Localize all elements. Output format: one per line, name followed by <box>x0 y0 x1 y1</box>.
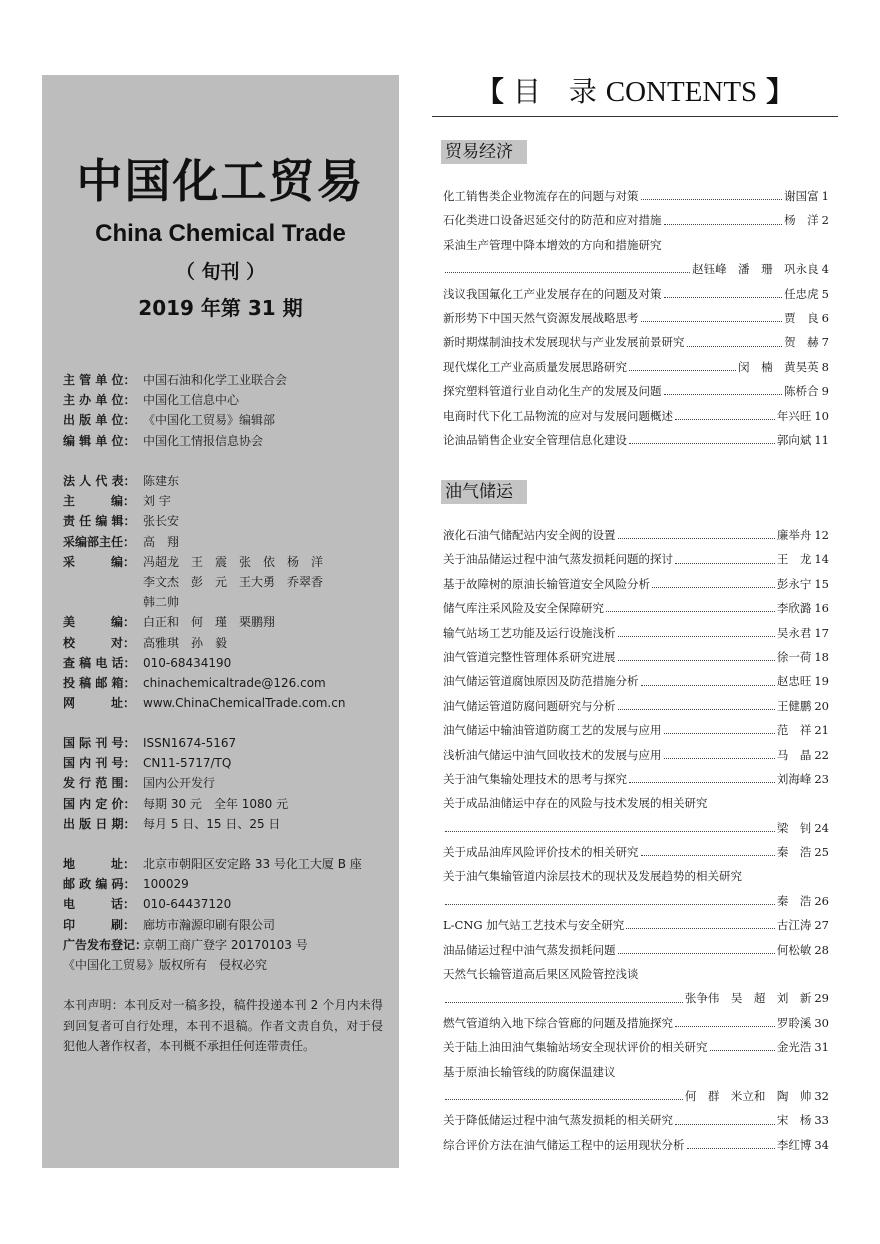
info-value: 010-68434190 <box>143 655 232 670</box>
toc-entry-page: 26 <box>814 893 829 908</box>
info-label <box>63 592 143 612</box>
toc-entry <box>443 938 829 962</box>
info-row <box>63 955 393 975</box>
toc-entry-page: 16 <box>814 601 829 616</box>
contents-header <box>432 72 838 116</box>
toc-entry <box>443 306 829 330</box>
toc-entry <box>443 986 829 1010</box>
dot-leader <box>618 537 775 539</box>
toc-entry <box>443 404 829 428</box>
toc-entry-author: 王健鹏 <box>776 698 812 713</box>
info-value: chinachemicaltrade@126.com <box>143 675 326 690</box>
toc-entry-title: 关于成品油储运中存在的风险与技术发展的相关研究 <box>443 796 708 811</box>
dot-leader <box>618 659 775 661</box>
dot-leader <box>675 562 775 564</box>
toc-entry-author: 彭永宁 <box>776 576 812 591</box>
toc-entry-page: 30 <box>814 1015 829 1030</box>
toc-entry-page: 17 <box>814 625 829 640</box>
toc-entry <box>443 428 829 452</box>
toc-entry-page: 19 <box>814 674 829 689</box>
info-label: 国 内 刊 号： <box>63 756 136 771</box>
info-label: 主 办 单 位： <box>63 393 136 408</box>
info-row <box>63 612 393 632</box>
toc-entry-author: 吴永君 <box>776 625 812 640</box>
toc-entry-author: 马 晶 <box>776 747 812 762</box>
toc-entry-page: 23 <box>814 771 829 786</box>
info-value: 国内公开发行 <box>143 776 216 791</box>
toc-entry-title: 论油品销售企业安全管理信息化建设 <box>443 432 627 447</box>
info-label <box>63 572 143 592</box>
toc-entry-author: 陈桥合 <box>784 384 819 399</box>
info-label: 采编部主任： <box>63 534 136 549</box>
info-value: 韩二帅 <box>143 595 180 610</box>
toc-entry-page: 4 <box>821 262 829 277</box>
info-row <box>63 572 393 592</box>
toc-entry <box>443 669 829 693</box>
toc-entry <box>443 889 829 913</box>
info-label: 出 版 日 期： <box>63 816 136 831</box>
info-value: 张长安 <box>143 514 180 529</box>
toc-entry-title: 燃气管道纳入地下综合管廊的问题及措施探究 <box>443 1015 673 1030</box>
toc-entry-author: 郭向斌 <box>776 432 812 447</box>
toc-entry-title: 关于降低储运过程中油气蒸发损耗的相关研究 <box>443 1113 673 1128</box>
toc-entry-page: 6 <box>821 310 829 325</box>
section-title-trade-economy: 贸易经济 <box>441 140 527 164</box>
dot-leader <box>629 442 775 444</box>
toc-entry-title: 采油生产管理中降本增效的方向和措施研究 <box>443 237 662 252</box>
journal-info-panel <box>42 75 399 1168</box>
info-label: 美 编： <box>63 615 136 630</box>
toc-entry <box>443 840 829 864</box>
toc-entry-page: 15 <box>814 576 829 591</box>
info-row <box>63 935 393 955</box>
toc-entry-title: 液化石油气储配站内安全阀的设置 <box>443 528 616 542</box>
toc-entry-title: 油气储运中输油管道防腐工艺的发展与应用 <box>443 723 662 738</box>
dot-leader <box>445 1098 683 1100</box>
toc-entry-page: 5 <box>821 286 829 301</box>
toc-entry-author: 闵 楠 黄昊英 <box>738 359 819 374</box>
info-value: 中国化工信息中心 <box>143 393 240 408</box>
toc-entry-title: 新时期煤制油技术发展现状与产业发展前景研究 <box>443 335 685 350</box>
toc-entry <box>443 767 829 791</box>
toc-entry <box>443 184 829 208</box>
dot-leader <box>675 418 775 420</box>
toc-entry-author: 何松敏 <box>776 942 812 957</box>
dot-leader <box>664 732 775 734</box>
toc-entry-page: 24 <box>814 820 829 835</box>
toc-list-oil-gas-storage <box>443 523 829 1157</box>
info-value: 高雅琪 孙 毅 <box>143 635 228 650</box>
toc-entry-title: 探究塑料管道行业自动化生产的发展及问题 <box>443 384 662 399</box>
toc-entry-title: 综合评价方法在油气储运工程中的运用现状分析 <box>443 1137 685 1152</box>
toc-entry-author: 范 祥 <box>776 723 812 738</box>
contents-title-cn: 目 录 <box>512 75 597 108</box>
contents-divider <box>432 116 838 117</box>
info-row <box>63 592 393 612</box>
toc-entry-author: 李欣潞 <box>776 601 812 616</box>
toc-entry-page: 32 <box>814 1088 829 1103</box>
toc-entry-page: 8 <box>821 359 829 374</box>
info-label: 网 址： <box>63 696 136 711</box>
info-label: 校 对： <box>63 635 136 650</box>
toc-entry <box>443 208 829 232</box>
info-label: 国 内 定 价： <box>63 796 136 811</box>
info-value: 冯超龙 王 震 张 依 杨 洋 <box>143 554 324 569</box>
toc-entry <box>443 718 829 742</box>
dot-leader <box>675 1123 775 1125</box>
toc-entry-page: 27 <box>814 918 829 933</box>
info-value: 北京市朝阳区安定路 33 号化工大厦 B 座 <box>143 857 362 871</box>
info-row <box>63 773 393 793</box>
toc-entry-author: 谢国富 <box>784 189 819 203</box>
toc-entry-author: 赵钰峰 潘 珊 巩永良 <box>692 262 819 277</box>
toc-entry-author: 张争伟 吴 超 刘 新 <box>684 991 812 1006</box>
info-value: 010-64437120 <box>143 897 232 912</box>
info-value <box>267 955 393 975</box>
toc-entry-title: 石化类进口设备迟延交付的防范和应对措施 <box>443 213 662 228</box>
info-label: 电 话： <box>63 897 136 912</box>
toc-entry-page: 25 <box>814 845 829 860</box>
info-row <box>63 794 393 814</box>
dot-leader <box>629 781 775 783</box>
toc-entry-page: 22 <box>814 747 829 762</box>
toc-entry-title: 基于原油长输管线的防腐保温建议 <box>443 1064 616 1079</box>
dot-leader <box>445 903 775 905</box>
info-value: 中国化工情报信息协会 <box>143 433 264 448</box>
dot-leader <box>445 830 775 832</box>
dot-leader <box>664 757 775 759</box>
info-row <box>63 693 393 713</box>
info-row <box>63 633 393 653</box>
info-row <box>63 814 393 834</box>
toc-entry-author: 任忠虎 <box>784 286 819 301</box>
toc-list-trade-economy <box>443 184 829 452</box>
toc-entry-title: 油气储运管道防腐问题研究与分析 <box>443 698 616 713</box>
toc-entry <box>443 743 829 767</box>
contact-info <box>63 854 393 975</box>
toc-entry-author: 何 群 米立和 陶 帅 <box>684 1088 812 1103</box>
info-value: 刘 宇 <box>143 494 171 509</box>
toc-entry <box>443 1011 829 1035</box>
dot-leader <box>664 223 783 225</box>
info-value: 每月 5 日、15 日、25 日 <box>143 816 281 831</box>
toc-entry-author: 徐一荷 <box>776 649 812 664</box>
toc-entry-page: 10 <box>814 408 829 423</box>
contents-title-en: CONTENTS <box>605 76 758 108</box>
info-label: 发 行 范 围： <box>63 776 136 791</box>
dot-leader <box>664 393 783 395</box>
toc-entry <box>443 596 829 620</box>
toc-entry-page: 31 <box>814 1040 829 1055</box>
toc-entry-title: 基于故障树的原油长输管道安全风险分析 <box>443 576 650 591</box>
toc-entry-page: 7 <box>821 335 829 350</box>
info-row <box>63 491 393 511</box>
info-value: 李文杰 彭 元 王大勇 乔翠香 <box>143 574 324 589</box>
toc-entry-author: 金光浩 <box>776 1040 812 1055</box>
journal-issue: 2019 年第 31 期 <box>138 296 303 320</box>
dot-leader <box>641 320 783 322</box>
toc-entry-title: 浅议我国氟化工产业发展存在的问题及对策 <box>443 286 662 301</box>
toc-entry-title: 浅析油气储运中油气回收技术的发展与应用 <box>443 747 662 762</box>
toc-entry-page: 12 <box>814 528 829 542</box>
section-title-oil-gas-storage: 油气储运 <box>441 480 527 504</box>
toc-entry-author: 赵忠旺 <box>776 674 812 689</box>
info-value: 100029 <box>143 877 189 892</box>
bracket-open: 【 <box>475 75 504 108</box>
dot-leader <box>618 635 775 637</box>
toc-entry <box>443 547 829 571</box>
dot-leader <box>675 1025 775 1027</box>
dot-leader <box>687 1147 775 1149</box>
info-value: 《中国化工贸易》编辑部 <box>143 413 276 428</box>
toc-entry-author: 贾 良 <box>784 310 819 325</box>
toc-entry-page: 20 <box>814 698 829 713</box>
toc-entry-title: 天然气长输管道高后果区风险管控浅谈 <box>443 967 639 982</box>
info-row <box>63 915 393 935</box>
info-label: 编 辑 单 位： <box>63 433 136 448</box>
toc-entry-page: 33 <box>814 1113 829 1128</box>
toc-entry-title: 关于油品储运过程中油气蒸发损耗问题的探讨 <box>443 552 673 567</box>
toc-entry <box>443 645 829 669</box>
toc-entry-author: 王 龙 <box>776 552 812 567</box>
toc-entry-author: 贺 赫 <box>784 335 819 350</box>
toc-entry-page: 11 <box>814 432 829 447</box>
toc-entry <box>443 523 829 547</box>
journal-title-cn: 中国化工贸易 <box>76 154 365 208</box>
dot-leader <box>626 927 775 929</box>
info-label: 主 编： <box>63 494 136 509</box>
dot-leader <box>710 1049 775 1051</box>
toc-entry-page: 29 <box>814 991 829 1006</box>
toc-entry-page: 1 <box>821 189 829 203</box>
toc-entry-author: 梁 钊 <box>776 820 812 835</box>
toc-entry <box>443 621 829 645</box>
toc-entry <box>443 572 829 596</box>
info-value: 每期 30 元 全年 1080 元 <box>143 796 289 811</box>
info-label: 采 编： <box>63 554 136 569</box>
info-row <box>63 431 393 451</box>
info-row <box>63 390 393 410</box>
info-label: 主 管 单 位： <box>63 373 136 387</box>
toc-entry-page: 34 <box>814 1137 829 1152</box>
dot-leader <box>687 345 783 347</box>
toc-entry-author: 古江涛 <box>776 918 812 933</box>
toc-entry <box>443 816 829 840</box>
toc-entry-author: 秦 浩 <box>776 845 812 860</box>
info-label: 印 刷： <box>63 917 136 932</box>
dot-leader <box>641 198 783 200</box>
toc-entry-title: 现代煤化工产业高质量发展思路研究 <box>443 359 627 374</box>
info-value: 中国石油和化学工业联合会 <box>143 373 288 387</box>
dot-leader <box>641 854 775 856</box>
toc-entry-author: 李红博 <box>776 1137 812 1152</box>
toc-entry-title: 油气储运管道腐蚀原因及防范措施分析 <box>443 674 639 689</box>
dot-leader <box>629 369 736 371</box>
toc-entry-author: 秦 浩 <box>776 893 812 908</box>
toc-entry-page: 2 <box>821 213 829 228</box>
dot-leader <box>606 610 775 612</box>
info-label: 地 址： <box>63 857 136 871</box>
info-label: 国 际 刊 号： <box>63 736 136 750</box>
toc-entry-title: 输气站场工艺功能及运行设施浅析 <box>443 625 616 640</box>
toc-entry-page: 18 <box>814 649 829 664</box>
info-label: 责 任 编 辑： <box>63 514 136 529</box>
info-value: 陈建东 <box>143 474 180 488</box>
toc-entry <box>443 1108 829 1132</box>
toc-entry-title: 储气库注采风险及安全保障研究 <box>443 601 604 616</box>
info-row <box>63 874 393 894</box>
info-label: 广告发布登记： <box>63 937 148 952</box>
toc-entry-page: 28 <box>814 942 829 957</box>
toc-entry-author: 廉举舟 <box>776 528 812 542</box>
toc-entry-page: 9 <box>821 384 829 399</box>
toc-entry-author: 刘海峰 <box>776 771 812 786</box>
toc-entry <box>443 330 829 354</box>
info-value: www.ChinaChemicalTrade.com.cn <box>143 696 346 711</box>
info-row <box>63 471 393 491</box>
toc-entry <box>443 1035 829 1059</box>
toc-entry-title: 关于陆上油田油气集输站场安全现状评价的相关研究 <box>443 1040 708 1055</box>
toc-entry-title: 油品储运过程中油气蒸发损耗问题 <box>443 942 616 957</box>
toc-entry <box>443 1084 829 1108</box>
toc-entry-page: 14 <box>814 552 829 567</box>
dot-leader <box>445 1001 683 1003</box>
info-row <box>63 673 393 693</box>
toc-entry <box>443 913 829 937</box>
bracket-close: 】 <box>766 75 795 108</box>
journal-title-en: China Chemical Trade <box>95 220 346 247</box>
info-label: 邮 政 编 码： <box>63 877 136 892</box>
toc-entry-title: 新形势下中国天然气资源发展战略思考 <box>443 310 639 325</box>
sponsor-info <box>63 370 393 451</box>
info-row <box>63 894 393 914</box>
info-row <box>63 753 393 773</box>
publication-info <box>63 733 393 834</box>
info-row <box>63 552 393 572</box>
info-value: 廊坊市瀚源印刷有限公司 <box>143 917 276 932</box>
toc-entry <box>443 379 829 403</box>
toc-entry-author: 罗聆溪 <box>776 1015 812 1030</box>
toc-entry-title: 关于油气集输管道内涂层技术的现状及发展趋势的相关研究 <box>443 869 742 884</box>
editorial-staff-info <box>63 471 393 713</box>
info-value: 京朝工商广登字 20170103 号 <box>143 937 308 952</box>
copyright-notice: 本刊声明：本刊反对一稿多投，稿件投递本刊 2 个月内未得到回复者可自行处理，本刊不退稿。作者文责自负，对于侵犯他人著作权者，本刊概不承担任何连带责任。 <box>63 998 383 1053</box>
toc-entry-title: 油气管道完整性管理体系研究进展 <box>443 649 616 664</box>
toc-entry <box>443 282 829 306</box>
info-row <box>63 370 393 390</box>
info-value: CN11-5717/TQ <box>143 756 232 771</box>
toc-entry <box>443 1133 829 1157</box>
toc-entry-title: L-CNG 加气站工艺技术与安全研究 <box>443 918 625 933</box>
info-row <box>63 410 393 430</box>
toc-entry-author: 杨 洋 <box>784 213 819 228</box>
info-label: 查 稿 电 话： <box>63 655 136 670</box>
toc-entry <box>443 257 829 281</box>
dot-leader <box>652 586 775 588</box>
info-row <box>63 653 393 673</box>
dot-leader <box>618 952 775 954</box>
toc-entry-title: 化工销售类企业物流存在的问题与对策 <box>443 189 639 203</box>
toc-entry-page: 21 <box>814 723 829 738</box>
info-label: 投 稿 邮 箱： <box>63 675 136 690</box>
toc-entry-title: 电商时代下化工品物流的应对与发展问题概述 <box>443 408 673 423</box>
dot-leader <box>618 708 775 710</box>
dot-leader <box>641 684 775 686</box>
info-label: 《中国化工贸易》版权所有 侵权必究 <box>63 957 268 972</box>
info-row <box>63 511 393 531</box>
journal-frequency: （ 旬刊 ） <box>175 261 266 283</box>
info-label: 出 版 单 位： <box>63 413 136 428</box>
info-label: 法 人 代 表： <box>63 474 136 488</box>
info-value: 白正和 何 瑾 栗鹏翔 <box>143 615 276 630</box>
info-value: 高 翔 <box>143 534 180 549</box>
info-row <box>63 532 393 552</box>
toc-entry-title: 关于油气集输处理技术的思考与探究 <box>443 771 627 786</box>
info-row <box>63 854 393 874</box>
toc-entry <box>443 694 829 718</box>
toc-entry-author: 宋 杨 <box>776 1113 812 1128</box>
toc-entry-title: 关于成品油库风险评价技术的相关研究 <box>443 845 639 860</box>
dot-leader <box>445 271 690 273</box>
toc-entry-author: 年兴旺 <box>776 408 812 423</box>
info-row <box>63 733 393 753</box>
dot-leader <box>664 296 783 298</box>
info-value: ISSN1674-5167 <box>143 736 237 750</box>
toc-entry <box>443 355 829 379</box>
